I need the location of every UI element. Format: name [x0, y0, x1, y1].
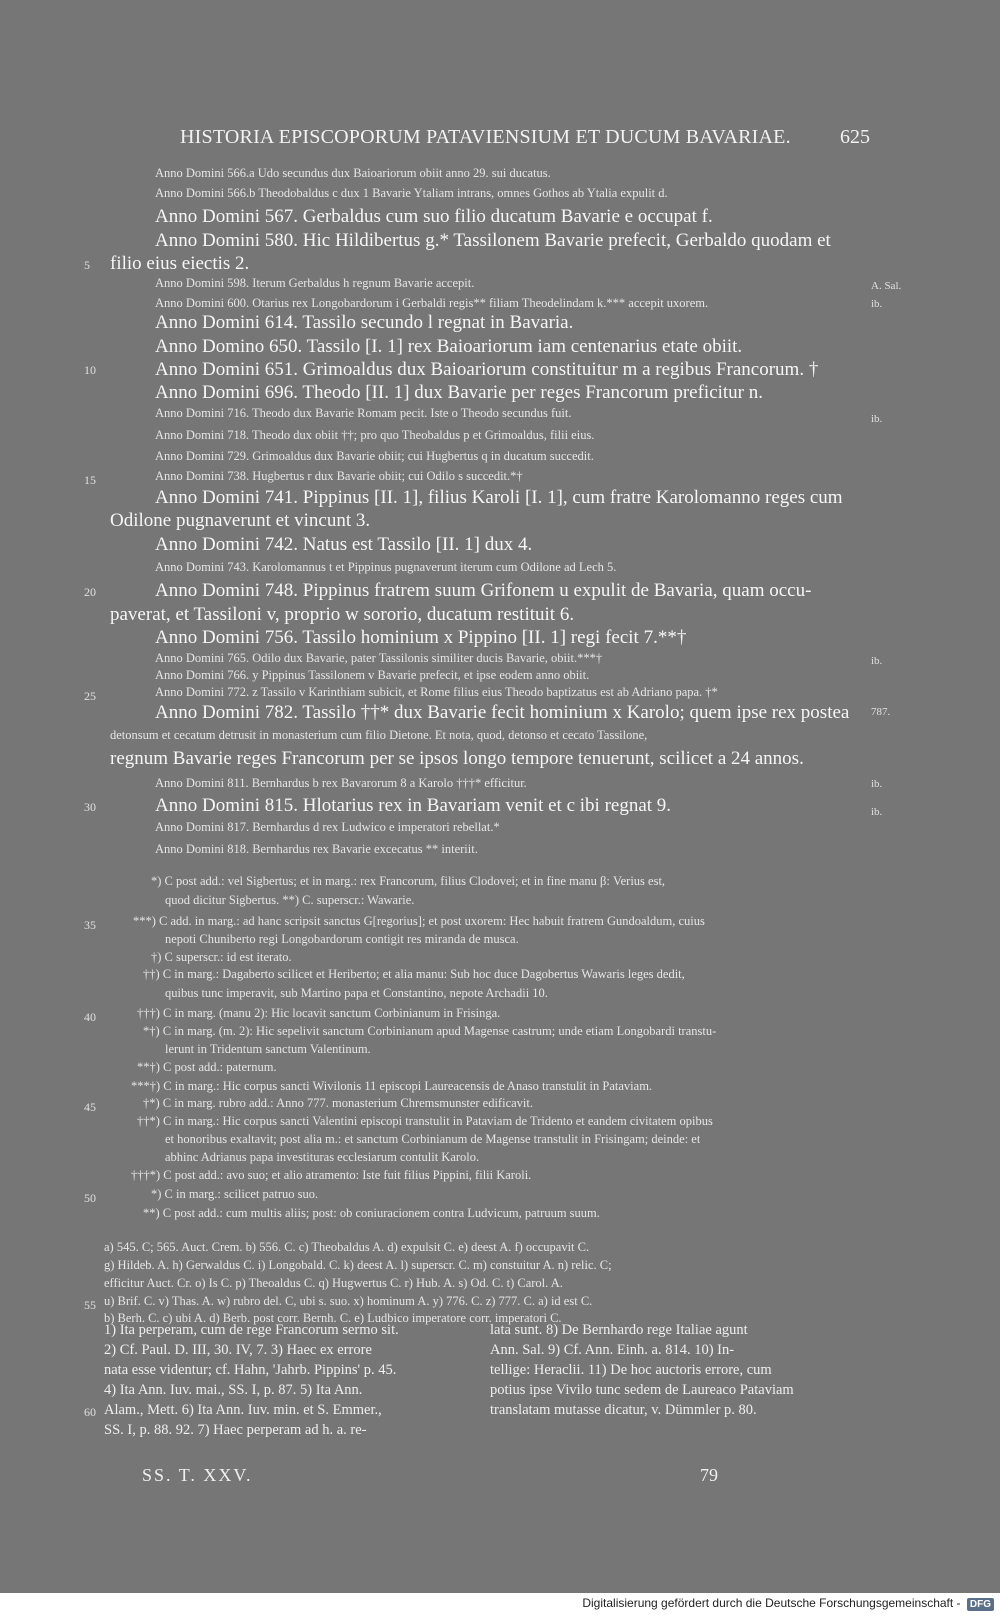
footnote-line: Alam., Mett. 6) Ita Ann. Iuv. min. et S. Emmer.,	[104, 1402, 382, 1418]
text-line: Anno Domini 765. Odilo dux Bavarie, pater Tassilonis similiter ducis Bavarie, obiit.***†	[155, 651, 603, 665]
text-line: lerunt in Tridentum sanctum Valentinum.	[165, 1042, 371, 1056]
footnotes-right-column	[490, 1320, 862, 1420]
text-line: u) Brif. C. v) Thas. A. w) rubro del. C, ubi s. suo. x) hominum A. y) 776. C. z) 777. C. a) id est C.	[104, 1294, 593, 1308]
text-line: paverat, et Tassiloni v, proprio w sororio, ducatum restituit 6.	[110, 604, 575, 625]
footnote-line: 2) Cf. Paul. D. III, 30. IV, 7. 3) Haec ex errore	[104, 1342, 372, 1358]
line-number: 55	[84, 1298, 96, 1312]
text-line: abhinc Adrianus papa investituras ecclesiarum contulit Karolo.	[165, 1150, 480, 1164]
page-number: 625	[840, 126, 870, 148]
line-number: 35	[84, 918, 96, 932]
text-line: Anno Domini 600. Otarius rex Longobardorum i Gerbaldi regis** filiam Theodelindam k.*** accepit uxorem.	[155, 296, 709, 310]
line-number: 60	[84, 1405, 96, 1419]
text-line: †††*) C post add.: avo suo; et alio atramento: Iste fuit filius Pippini, filii Karoli.	[131, 1168, 532, 1182]
line-number: 50	[84, 1191, 96, 1205]
text-line: **) C post add.: cum multis aliis; post: ob coniuracionem contra Ludvicum, patruum suum.	[143, 1206, 600, 1220]
text-line: ††*) C in marg.: Hic corpus sancti Valentini episcopi transtulit in Pataviam de Tridento et eandem civitatem opibus	[137, 1114, 713, 1128]
text-line: quod dicitur Sigbertus. **) C. superscr.: Wawarie.	[165, 893, 415, 907]
line-number: 40	[84, 1010, 96, 1024]
signature-mark: SS. T. XXV.	[142, 1465, 253, 1485]
text-line: et honoribus exaltavit; post alia m.: et sanctum Corbinianum de Magense transtulit in Frisingam; deinde: et	[165, 1132, 701, 1146]
text-line: g) Hildeb. A. h) Gerwaldus C. i) Longobald. C. k) deest A. l) superscr. C. m) constuitur A. n) relic. C;	[104, 1258, 612, 1272]
footnote-line: SS. I, p. 88. 92. 7) Haec perperam ad h. a. re-	[104, 1422, 367, 1438]
text-line: Odilone pugnaverunt et vincunt 3.	[110, 510, 371, 531]
text-line: Anno Domini 811. Bernhardus b rex Bavarorum 8 a Karolo †††* efficitur.	[155, 776, 527, 790]
sheet-number: 79	[700, 1465, 718, 1485]
footnote-line: nata esse videntur; cf. Hahn, 'Jahrb. Pippins' p. 45.	[104, 1362, 397, 1378]
dfg-banner-text: Digitalisierung gefördert durch die Deutsche Forschungsgemeinschaft -	[582, 1596, 961, 1610]
text-line: Anno Domini 580. Hic Hildibertus g.* Tassilonem Bavarie prefecit, Gerbaldo quodam et	[155, 230, 831, 251]
text-line: Anno Domini 766. y Pippinus Tassilonem v Bavarie prefecit, et ipse eodem anno obiit.	[155, 668, 590, 682]
text-line: Anno Domini 716. Theodo dux Bavarie Romam pecit. Iste o Theodo secundus fuit.	[155, 406, 572, 420]
line-number: 5	[84, 258, 90, 272]
text-line: Anno Domini 566.b Theodobaldus c dux 1 Bavarie Ytaliam intrans, omnes Gothos ab Ytalia expulit d.	[155, 186, 668, 200]
margin-note: A. Sal.	[871, 280, 902, 292]
line-number: 20	[84, 585, 96, 599]
margin-note: ib.	[871, 806, 883, 818]
footnote-line: 4) Ita Ann. Iuv. mai., SS. I, p. 87. 5) Ita Ann.	[104, 1382, 363, 1398]
text-line: Anno Domini 738. Hugbertus r dux Bavarie obiit; cui Odilo s succedit.*†	[155, 469, 523, 483]
text-line: Anno Domini 651. Grimoaldus dux Baioariorum constituitur m a regibus Francorum. †	[155, 359, 819, 380]
text-line: ***) C add. in marg.: ad hanc scripsit sanctus G[regorius]; et post uxorem: Hec habuit fratrem Gundoaldum, cuius	[133, 914, 705, 928]
text-line: Anno Domini 718. Theodo dux obiit ††; pro quo Theobaldus p et Grimoaldus, filii eius.	[155, 428, 595, 442]
dfg-banner	[582, 1596, 994, 1611]
text-line: filio eius eiectis 2.	[110, 253, 250, 274]
footnote-line: 1) Ita perperam, cum de rege Francorum sermo sit.	[104, 1322, 399, 1338]
text-line: *) C in marg.: scilicet patruo suo.	[151, 1187, 319, 1201]
footnotes-left-column	[104, 1320, 476, 1440]
margin-note: ib.	[871, 778, 883, 790]
text-line: Anno Domino 650. Tassilo [I. 1] rex Baioariorum iam centenarius etate obiit.	[155, 336, 743, 357]
footnote-line: tellige: Heraclii. 11) De hoc auctoris errore, cum	[490, 1362, 772, 1378]
text-line: detonsum et cecatum detrusit in monasterium cum filio Dietone. Et nota, quod, detonso et cecato Tassilone,	[110, 728, 648, 742]
text-line: Anno Domini 818. Bernhardus rex Bavarie excecatus ** interiit.	[155, 842, 478, 856]
text-line: **†) C post add.: paternum.	[137, 1060, 277, 1074]
text-line: a) 545. C; 565. Auct. Crem. b) 556. C. c) Theobaldus A. d) expulsit C. e) deest A. f) occupavit C.	[104, 1240, 590, 1254]
text-line: Anno Domini 815. Hlotarius rex in Bavariam venit et c ibi regnat 9.	[155, 795, 672, 816]
text-line: Anno Domini 817. Bernhardus d rex Ludwico e imperatori rebellat.*	[155, 820, 500, 834]
text-line: *) C post add.: vel Sigbertus; et in marg.: rex Francorum, filius Clodovei; et in fine manu β: Verius est,	[151, 874, 666, 888]
text-line: efficitur Auct. Cr. o) Is C. p) Theoaldus C. q) Hugwertus C. r) Hub. A. s) Od. C. t) Carol. A.	[104, 1276, 563, 1290]
margin-note: ib.	[871, 298, 883, 310]
text-line: Anno Domini 748. Pippinus fratrem suum Grifonem u expulit de Bavaria, quam occu-	[155, 580, 812, 601]
text-line: Anno Domini 598. Iterum Gerbaldus h regnum Bavarie accepit.	[155, 276, 475, 290]
text-line: regnum Bavarie reges Francorum per se ipsos longo tempore tenuerunt, scilicet a 24 annos.	[110, 748, 804, 769]
text-line: *†) C in marg. (m. 2): Hic sepelivit sanctum Corbinianum apud Magense castrum; unde etiam Longobardi transtu-	[143, 1024, 717, 1038]
line-number: 10	[84, 363, 96, 377]
text-line: Anno Domini 614. Tassilo secundo l regnat in Bavaria.	[155, 312, 574, 333]
text-line: Anno Domini 567. Gerbaldus cum suo filio ducatum Bavarie e occupat f.	[155, 206, 713, 227]
text-line: †††) C in marg. (manu 2): Hic locavit sanctum Corbinianum in Frisinga.	[137, 1006, 501, 1020]
margin-note: ib.	[871, 413, 883, 425]
text-line: ††) C in marg.: Dagaberto scilicet et Heriberto; et alia manu: Sub hoc duce Dagobertus Wawaris leges dedit,	[143, 967, 685, 981]
text-line: Anno Domini 696. Theodo [II. 1] dux Bavarie per reges Francorum preficitur n.	[155, 382, 764, 403]
margin-note: ib.	[871, 655, 883, 667]
text-line: nepoti Chuniberto regi Longobardorum contigit res miranda de musca.	[165, 932, 519, 946]
line-number: 25	[84, 689, 96, 703]
text-line: b) Berh. C. c) ubi A. d) Berb. post corr. Bernh. C. e) Ludbico imperatore corr. imperatori C.	[104, 1311, 562, 1325]
text-line: ***†) C in marg.: Hic corpus sancti Wivilonis 11 episcopi Laureacensis de Anaso transtulit in Pataviam.	[131, 1079, 653, 1093]
text-line: Anno Domini 741. Pippinus [II. 1], filius Karoli [I. 1], cum fratre Karolomanno reges cum	[155, 487, 843, 508]
text-line: quibus tunc imperavit, sub Martino papa et Constantino, nepote Archadii 10.	[165, 986, 548, 1000]
text-line: Anno Domini 729. Grimoaldus dux Bavarie obiit; cui Hugbertus q in ducatum succedit.	[155, 449, 594, 463]
footnote-line: lata sunt. 8) De Bernhardo rege Italiae agunt	[490, 1322, 748, 1338]
text-line: †) C superscr.: id est iterato.	[151, 950, 292, 964]
footnote-line: translatam mutasse dicatur, v. Dümmler p. 80.	[490, 1402, 757, 1418]
text-line: Anno Domini 756. Tassilo hominium x Pippino [II. 1] regi fecit 7.**†	[155, 627, 687, 648]
running-header: HISTORIA EPISCOPORUM PATAVIENSIUM ET DUCUM BAVARIAE.	[180, 126, 791, 148]
dfg-logo: DFG	[967, 1598, 994, 1611]
footnote-line: Ann. Sal. 9) Cf. Ann. Einh. a. 814. 10) In-	[490, 1342, 735, 1358]
footnote-line: potius ipse Vivilo tunc sedem de Laureaco Pataviam	[490, 1382, 794, 1398]
line-number: 15	[84, 473, 96, 487]
text-line: Anno Domini 742. Natus est Tassilo [II. 1] dux 4.	[155, 534, 533, 555]
text-line: †*) C in marg. rubro add.: Anno 777. monasterium Chremsmunster edificavit.	[143, 1096, 533, 1110]
text-line: Anno Domini 743. Karolomannus t et Pippinus pugnaverunt iterum cum Odilone ad Lech 5.	[155, 560, 617, 574]
line-number: 45	[84, 1100, 96, 1114]
text-line: Anno Domini 566.a Udo secundus dux Baioariorum obiit anno 29. sui ducatus.	[155, 166, 551, 180]
margin-note: 787.	[871, 706, 891, 718]
line-number: 30	[84, 800, 96, 814]
text-line: Anno Domini 772. z Tassilo v Karinthiam subicit, et Rome filius eius Theodo baptizatus est ab Adriano papa. †*	[155, 685, 718, 699]
text-line: Anno Domini 782. Tassilo ††* dux Bavarie fecit hominium x Karolo; quem ipse rex postea	[155, 702, 850, 723]
